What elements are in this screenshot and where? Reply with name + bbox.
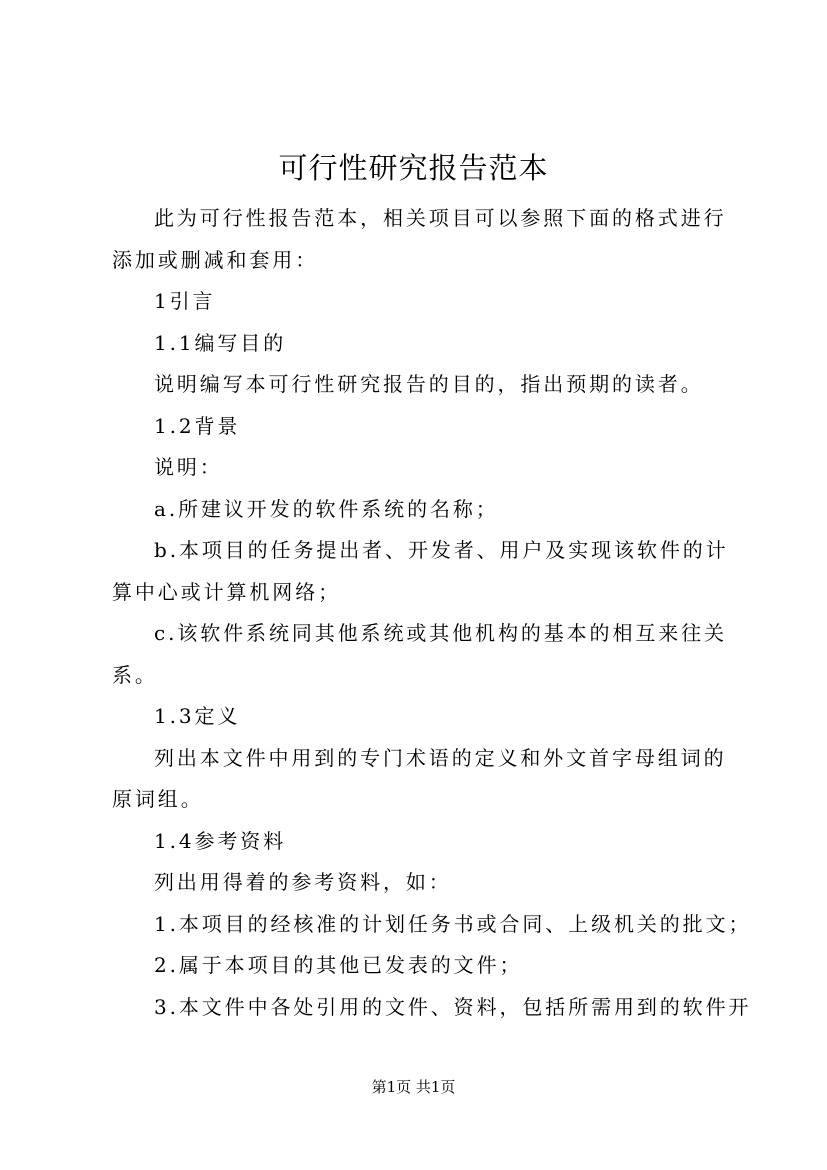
document-title: 可行性研究报告范本: [278, 151, 549, 185]
references-intro: 列出用得着的参考资料，如：: [154, 870, 452, 894]
reference-item-2: 2.属于本项目的其他已发表的文件；: [154, 953, 523, 977]
background-item-c: c.该软件系统同其他系统或其他机构的基本的相互来往关系。: [112, 621, 727, 687]
subsection-heading-definitions: 1.3定义: [154, 704, 241, 728]
reference-item-3: 3.本文件中各处引用的文件、资料，包括所需用到的软件开: [154, 994, 752, 1019]
section-heading-introduction: 1引言: [154, 289, 216, 313]
reference-item-1: 1.本项目的经核准的计划任务书或合同、上级机关的批文；: [154, 911, 752, 936]
intro-paragraph: 此为可行性报告范本，相关项目可以参照下面的格式进行添加或删减和套用：: [112, 206, 727, 272]
background-item-b: b.本项目的任务提出者、开发者、用户及实现该软件的计算中心或计算机网络；: [112, 538, 729, 604]
purpose-paragraph: 说明编写本可行性研究报告的目的，指出预期的读者。: [154, 372, 704, 396]
document-body: [112, 198, 752, 1028]
subsection-heading-background: 1.2背景: [154, 413, 241, 438]
background-item-a: a.所建议开发的软件系统的名称；: [154, 496, 499, 521]
definitions-paragraph: 列出本文件中用到的专门术语的定义和外文首字母组词的原词组。: [112, 745, 727, 811]
subsection-heading-references: 1.4参考资料: [154, 828, 287, 853]
page-number-footer: 第1页 共1页: [371, 1078, 456, 1096]
subsection-heading-purpose: 1.1编写目的: [154, 330, 287, 355]
background-label: 说明：: [154, 455, 223, 479]
